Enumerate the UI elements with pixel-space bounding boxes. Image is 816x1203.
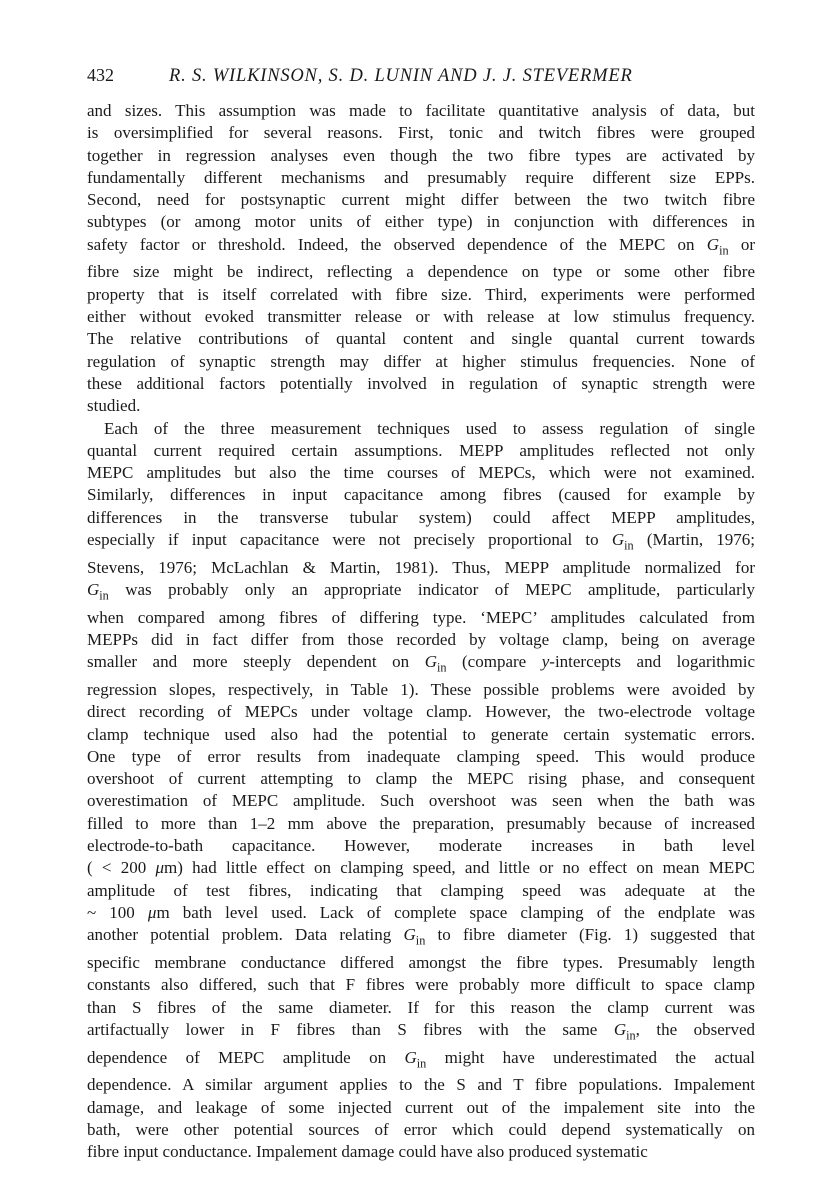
text-line: and sizes. This assumption was made to facilitate quantitative analysis of data, but xyxy=(87,101,755,120)
text-line: subtypes (or among motor units of either type) in conjunction with differences in xyxy=(87,212,755,232)
paper-page xyxy=(87,64,755,1163)
text-line: Similarly, differences in input capacitance among fibres (caused for example by xyxy=(87,485,755,505)
text-line: regression slopes, respectively, in Table 1). These possible problems were avoided by xyxy=(87,679,755,699)
text-line: MEPC amplitudes but also the time courses of MEPCs, which were not examined. xyxy=(87,463,755,483)
text-line: is oversimplified for several reasons. First, tonic and twitch fibres were grouped xyxy=(87,123,755,143)
text-line: Each of the three measurement techniques used to assess regulation of single xyxy=(104,418,755,438)
text-line: either without evoked transmitter release or with release at low stimulus frequency. xyxy=(87,307,755,327)
text-line: overshoot of current attempting to clamp the MEPC rising phase, and consequent xyxy=(87,769,755,789)
text-line: damage, and leakage of some injected current out of the impalement site into the xyxy=(87,1097,755,1117)
text-line: electrode-to-bath capacitance. However, moderate increases in bath level xyxy=(87,836,755,856)
text-line: overestimation of MEPC amplitude. Such overshoot was seen when the bath was xyxy=(87,791,755,811)
text-line: specific membrane conductance differed amongst the fibre types. Presumably length xyxy=(87,952,755,972)
text-line: smaller and more steeply dependent on $G_{in}$ (compare y-intercepts and logarithmic xyxy=(87,652,755,675)
text-line: MEPPs did in fact differ from those recorded by voltage clamp, being on average xyxy=(87,630,755,649)
text-line: The relative contributions of quantal content and single quantal current towards xyxy=(87,329,755,349)
text-line: direct recording of MEPCs under voltage clamp. However, the two-electrode voltage xyxy=(87,702,755,722)
text-line: when compared among fibres of differing type. ‘MEPC’ amplitudes calculated from xyxy=(87,607,755,627)
text-line: Second, need for postsynaptic current might differ between the two twitch fibre xyxy=(87,190,755,210)
text-line: constants also differed, such that F fibres were probably more difficult to space clamp xyxy=(87,975,755,995)
text-line: property that is itself correlated with fibre size. Third, experiments were performed xyxy=(87,284,755,304)
page-number: 432 xyxy=(87,65,114,85)
text-line: ~ 100 μm bath level used. Lack of complete space clamping of the endplate was xyxy=(87,902,755,922)
text-line: clamp technique used also had the potential to generate certain systematic errors. xyxy=(87,724,755,744)
body-text xyxy=(87,100,755,1163)
text-line: filled to more than 1–2 mm above the preparation, presumably because of increased xyxy=(87,813,755,833)
text-line: than S fibres of the same diameter. If for this reason the clamp current was xyxy=(87,997,755,1017)
text-line: safety factor or threshold. Indeed, the observed dependence of the MEPC on $G_{in}$ or xyxy=(87,234,755,258)
text-line: One type of error results from inadequate clamping speed. This would produce xyxy=(87,746,755,766)
text-line: dependence. A similar argument applies to the S and T fibre populations. Impalement xyxy=(87,1075,755,1095)
text-line: dependence of MEPC amplitude on $G_{in}$ might have underestimated the actual xyxy=(87,1047,756,1070)
text-line: amplitude of test fibres, indicating that clamping speed was adequate at the xyxy=(87,880,755,900)
running-head-authors: R. S. WILKINSON, S. D. LUNIN AND J. J. STEVERMER xyxy=(169,66,633,86)
text-line: ( < 200 μm) had little effect on clamping speed, and little or no effect on mean MEPC xyxy=(87,858,755,878)
text-line: fundamentally different mechanisms and presumably require different size EPPs. xyxy=(87,167,755,187)
text-line: $G_{in}$ was probably only an appropriate indicator of MEPC amplitude, particularly xyxy=(87,580,755,603)
text-line: fibre input conductance. Impalement damage could have also produced systematic xyxy=(87,1142,648,1162)
text-line: bath, were other potential sources of error which could depend systematically on xyxy=(87,1119,755,1139)
text-line: differences in the transverse tubular system) could affect MEPP amplitudes, xyxy=(87,507,755,527)
text-line: Stevens, 1976; McLachlan & Martin, 1981). Thus, MEPP amplitude normalized for xyxy=(87,557,755,577)
text-line: especially if input capacitance were not precisely proportional to $G_{in}$ (Martin, 1976; xyxy=(87,530,756,553)
text-line: fibre size might be indirect, reflecting a dependence on type or some other fibre xyxy=(87,262,755,282)
text-line: together in regression analyses even though the two fibre types are activated by xyxy=(87,145,755,165)
text-line: quantal current required certain assumptions. MEPP amplitudes reflected not only xyxy=(87,440,755,460)
text-line: these additional factors potentially involved in regulation of synaptic strength were xyxy=(87,373,755,393)
text-line: another potential problem. Data relating $G_{in}$ to fibre diameter (Fig. 1) suggested that xyxy=(87,925,755,948)
paragraph xyxy=(87,418,755,1164)
text-line: regulation of synaptic strength may differ at higher stimulus frequencies. None of xyxy=(87,351,755,371)
running-header xyxy=(87,64,755,94)
text-line: artifactually lower in F fibres than S fibres with the same $G_{in}$, the observed xyxy=(87,1019,756,1043)
paragraph xyxy=(87,100,755,418)
text-line: studied. xyxy=(87,396,141,416)
